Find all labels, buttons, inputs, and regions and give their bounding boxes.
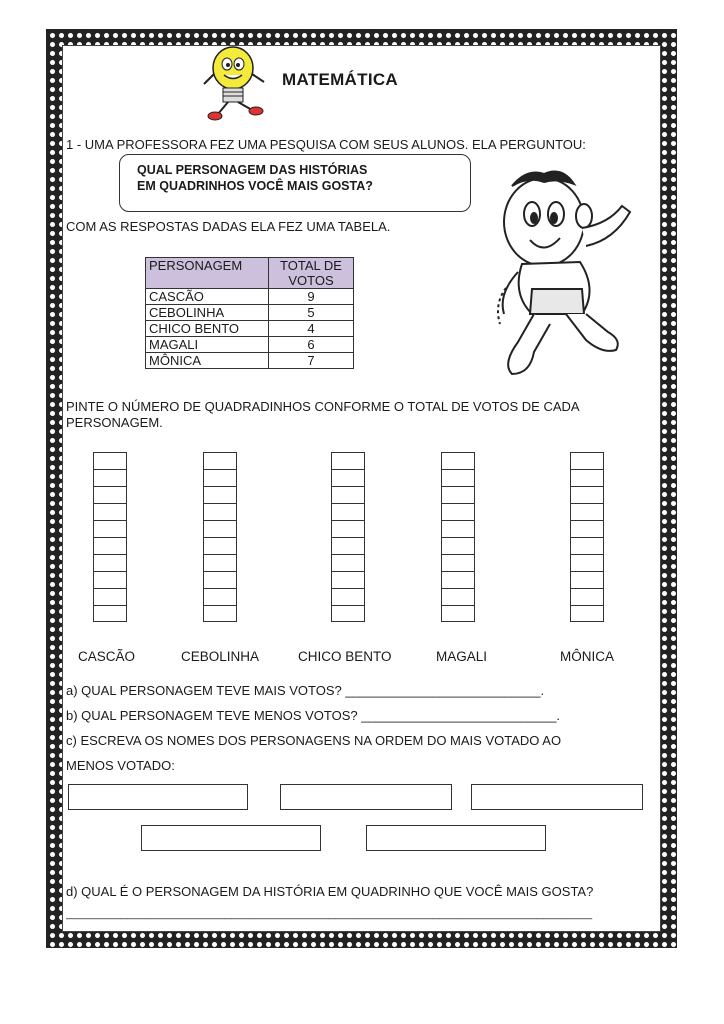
grid-cell[interactable]: [570, 605, 604, 622]
grid-cell[interactable]: [570, 588, 604, 605]
grid-cell[interactable]: [93, 469, 127, 486]
grid-cell[interactable]: [93, 452, 127, 469]
grid-cell[interactable]: [570, 452, 604, 469]
answer-box-4[interactable]: [141, 825, 321, 851]
grid-cell[interactable]: [441, 571, 475, 588]
grid-cell[interactable]: [93, 554, 127, 571]
votes-table: [145, 257, 354, 369]
grid-cell[interactable]: [331, 554, 365, 571]
bubble-line-1: QUAL PERSONAGEM DAS HISTÓRIAS: [137, 163, 368, 177]
grid-cell[interactable]: [93, 588, 127, 605]
answer-box-2[interactable]: [280, 784, 452, 810]
row-votes: 9: [269, 289, 354, 305]
grid-cell[interactable]: [93, 503, 127, 520]
grid-cell[interactable]: [441, 554, 475, 571]
grid-cell[interactable]: [331, 520, 365, 537]
table-row: [146, 289, 354, 305]
grid-column-monica: [570, 452, 604, 622]
row-name: CEBOLINHA: [146, 305, 269, 321]
grid-column-chico-bento: [331, 452, 365, 622]
grid-cell[interactable]: [570, 537, 604, 554]
column-label-cascao: CASCÃO: [78, 649, 136, 664]
header-total-votos: [269, 258, 354, 289]
grid-cell[interactable]: [93, 571, 127, 588]
row-name: MÔNICA: [146, 353, 269, 369]
grid-cell[interactable]: [93, 520, 127, 537]
grid-cell[interactable]: [93, 486, 127, 503]
instruction-line-1: PINTE O NÚMERO DE QUADRADINHOS CONFORME O TOTAL DE VOTOS DE CADA: [66, 399, 580, 414]
row-votes: 7: [269, 353, 354, 369]
question-a: a) QUAL PERSONAGEM TEVE MAIS VOTOS? ___________________________.: [66, 683, 545, 698]
table-row: [146, 353, 354, 369]
bubble-line-2: EM QUADRINHOS VOCÊ MAIS GOSTA?: [137, 179, 373, 193]
header-votes-line1: TOTAL DE: [280, 258, 342, 273]
question-b: b) QUAL PERSONAGEM TEVE MENOS VOTOS? ___________________________.: [66, 708, 561, 723]
grid-cell[interactable]: [203, 452, 237, 469]
grid-cell[interactable]: [441, 520, 475, 537]
grid-cell[interactable]: [441, 605, 475, 622]
grid-cell[interactable]: [331, 452, 365, 469]
lightbulb-mascot-icon: [200, 44, 272, 122]
page-title: MATEMÁTICA: [282, 70, 398, 89]
grid-cell[interactable]: [331, 469, 365, 486]
answer-box-5[interactable]: [366, 825, 546, 851]
column-label-monica: MÔNICA: [560, 649, 614, 664]
grid-cell[interactable]: [441, 503, 475, 520]
header-votes-line2: VOTOS: [288, 273, 334, 288]
header-personagem: PERSONAGEM: [146, 258, 269, 289]
row-votes: 5: [269, 305, 354, 321]
grid-cell[interactable]: [331, 503, 365, 520]
question-c-line-1: c) ESCREVA OS NOMES DOS PERSONAGENS NA ORDEM DO MAIS VOTADO AO: [66, 733, 562, 748]
table-row: [146, 321, 354, 337]
row-votes: 6: [269, 337, 354, 353]
grid-cell[interactable]: [331, 571, 365, 588]
grid-cell[interactable]: [570, 503, 604, 520]
question-intro: 1 - UMA PROFESSORA FEZ UMA PESQUISA COM SEUS ALUNOS. ELA PERGUNTOU:: [66, 137, 586, 152]
grid-cell[interactable]: [441, 537, 475, 554]
row-name: MAGALI: [146, 337, 269, 353]
grid-cell[interactable]: [570, 520, 604, 537]
grid-cell[interactable]: [331, 605, 365, 622]
table-row: [146, 337, 354, 353]
table-intro: COM AS RESPOSTAS DADAS ELA FEZ UMA TABELA.: [66, 219, 391, 234]
answer-box-3[interactable]: [471, 784, 643, 810]
grid-cell[interactable]: [441, 588, 475, 605]
instruction-line-2: PERSONAGEM.: [66, 415, 163, 430]
answer-box-1[interactable]: [68, 784, 248, 810]
grid-cell[interactable]: [203, 571, 237, 588]
grid-cell[interactable]: [203, 486, 237, 503]
column-label-cebolinha: CEBOLINHA: [181, 649, 260, 664]
grid-cell[interactable]: [203, 605, 237, 622]
grid-cell[interactable]: [570, 554, 604, 571]
grid-column-cebolinha: [203, 452, 237, 622]
grid-cell[interactable]: [203, 554, 237, 571]
grid-column-magali: [441, 452, 475, 622]
column-label-magali: MAGALI: [436, 649, 488, 664]
grid-cell[interactable]: [331, 588, 365, 605]
grid-cell[interactable]: [441, 469, 475, 486]
column-label-chico-bento: CHICO BENTO: [298, 649, 392, 664]
grid-column-cascao: [93, 452, 127, 622]
grid-cell[interactable]: [441, 452, 475, 469]
grid-cell[interactable]: [570, 469, 604, 486]
grid-cell[interactable]: [203, 520, 237, 537]
grid-cell[interactable]: [570, 571, 604, 588]
grid-cell[interactable]: [203, 588, 237, 605]
grid-cell[interactable]: [331, 537, 365, 554]
grid-cell[interactable]: [203, 469, 237, 486]
grid-cell[interactable]: [331, 486, 365, 503]
row-votes: 4: [269, 321, 354, 337]
table-row: [146, 305, 354, 321]
cartoon-boy-illustration-icon: [482, 164, 642, 380]
row-name: CASCÃO: [146, 289, 269, 305]
table-header-row: [146, 258, 354, 289]
row-name: CHICO BENTO: [146, 321, 269, 337]
grid-cell[interactable]: [203, 537, 237, 554]
question-d: d) QUAL É O PERSONAGEM DA HISTÓRIA EM QUADRINHO QUE VOCÊ MAIS GOSTA?: [66, 884, 594, 899]
grid-cell[interactable]: [203, 503, 237, 520]
question-c-line-2: MENOS VOTADO:: [66, 758, 175, 773]
answer-line-d[interactable]: ______________________________________________________________________________________: [66, 908, 593, 920]
grid-cell[interactable]: [570, 486, 604, 503]
grid-cell[interactable]: [93, 605, 127, 622]
grid-cell[interactable]: [93, 537, 127, 554]
grid-cell[interactable]: [441, 486, 475, 503]
